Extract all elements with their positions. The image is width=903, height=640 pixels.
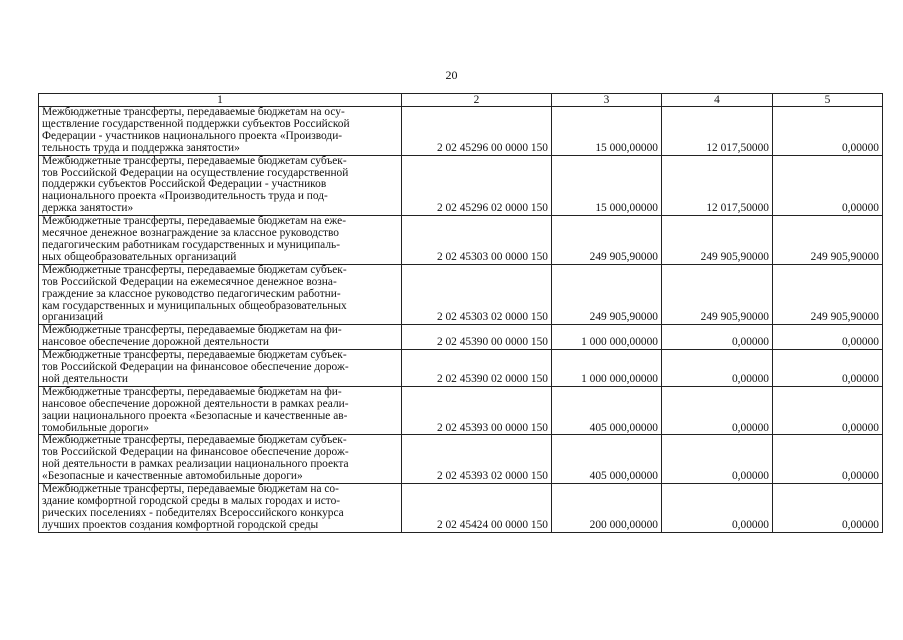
description-line: нансовое обеспечение дорожной деятельности в рамках реали-: [42, 397, 349, 410]
description-line: рических поселениях - победителях Всероссийского конкурса: [42, 506, 344, 519]
description-line: держка занятости»: [42, 202, 134, 215]
description-line: Межбюджетные трансферты, передаваемые бюджетам на фи-: [42, 324, 342, 337]
description-line: тов Российской Федерации на осуществление государственной: [42, 166, 349, 179]
column-header-4: 4: [662, 94, 773, 107]
value-col-4: 0,00000: [662, 435, 773, 484]
description-line: лучших проектов создания комфортной городской среды: [42, 518, 319, 531]
description-line: тов Российской Федерации на ежемесячное денежное возна-: [42, 275, 337, 288]
description-line: Межбюджетные трансферты, передаваемые бюджетам субъек-: [42, 155, 347, 167]
row-description: [39, 435, 402, 484]
value-col-3: 249 905,90000: [552, 216, 662, 265]
row-description: [39, 155, 402, 216]
table-body: [39, 107, 883, 533]
description-line: организаций: [42, 311, 104, 324]
table-row: [39, 107, 883, 156]
value-col-4: 0,00000: [662, 350, 773, 387]
row-description: [39, 484, 402, 533]
table-row: [39, 484, 883, 533]
description-line: месячное денежное вознаграждение за классное руководство: [42, 227, 340, 240]
description-line: Федерации - участников национального проекта «Производи-: [42, 129, 343, 142]
value-col-5: 0,00000: [773, 155, 883, 216]
description-line: национального проекта «Производительность труда и под-: [42, 190, 328, 203]
budget-code: 2 02 45393 02 0000 150: [402, 435, 552, 484]
value-col-4: 249 905,90000: [662, 216, 773, 265]
description-line: зации национального проекта «Безопасные и качественные ав-: [42, 409, 348, 422]
description-line: Межбюджетные трансферты, передаваемые бюджетам субъек-: [42, 434, 347, 447]
budget-code: 2 02 45303 02 0000 150: [402, 264, 552, 325]
header-row: [39, 94, 883, 107]
value-col-4: 12 017,50000: [662, 107, 773, 156]
value-col-3: 405 000,00000: [552, 435, 662, 484]
description-line: томобильные дороги»: [42, 421, 149, 434]
column-header-2: 2: [402, 94, 552, 107]
value-col-4: 249 905,90000: [662, 264, 773, 325]
description-line: ных общеобразовательных организаций: [42, 250, 237, 263]
description-line: тельность труда и поддержка занятости»: [42, 141, 240, 154]
value-col-3: 15 000,00000: [552, 155, 662, 216]
description-line: поддержки субъектов Российской Федерации - участников: [42, 178, 327, 191]
value-col-5: 0,00000: [773, 350, 883, 387]
value-col-3: 405 000,00000: [552, 386, 662, 435]
description-line: ной деятельности: [42, 372, 128, 385]
column-header-1: 1: [39, 94, 402, 107]
value-col-4: 0,00000: [662, 484, 773, 533]
value-col-4: 0,00000: [662, 386, 773, 435]
budget-table: [38, 93, 883, 533]
value-col-3: 1 000 000,00000: [552, 325, 662, 350]
budget-code: 2 02 45424 00 0000 150: [402, 484, 552, 533]
description-line: тов Российской Федерации на финансовое обеспечение дорож-: [42, 361, 349, 374]
table-row: [39, 435, 883, 484]
value-col-5: 0,00000: [773, 484, 883, 533]
value-col-5: 0,00000: [773, 435, 883, 484]
description-line: Межбюджетные трансферты, передаваемые бюджетам на со-: [42, 483, 339, 496]
budget-code: 2 02 45393 00 0000 150: [402, 386, 552, 435]
description-line: Межбюджетные трансферты, передаваемые бюджетам на еже-: [42, 215, 347, 228]
value-col-3: 1 000 000,00000: [552, 350, 662, 387]
table-row: [39, 264, 883, 325]
budget-code: 2 02 45303 00 0000 150: [402, 216, 552, 265]
value-col-4: 12 017,50000: [662, 155, 773, 216]
table-row: [39, 386, 883, 435]
value-col-5: 0,00000: [773, 325, 883, 350]
description-line: Межбюджетные трансферты, передаваемые бюджетам на фи-: [42, 386, 342, 398]
row-description: [39, 216, 402, 265]
description-line: ной деятельности в рамках реализации национального проекта: [42, 458, 349, 471]
column-header-5: 5: [773, 94, 883, 107]
description-line: тов Российской Федерации на финансовое обеспечение дорож-: [42, 446, 349, 459]
value-col-5: 249 905,90000: [773, 216, 883, 265]
value-col-3: 15 000,00000: [552, 107, 662, 156]
description-line: ществление государственной поддержки субъектов Российской: [42, 117, 350, 130]
row-description: [39, 264, 402, 325]
table-row: [39, 350, 883, 387]
description-line: Межбюджетные трансферты, передаваемые бюджетам на осу-: [42, 106, 345, 118]
value-col-5: 0,00000: [773, 386, 883, 435]
value-col-3: 249 905,90000: [552, 264, 662, 325]
description-line: кам государственных и муниципальных общеобразовательных: [42, 299, 347, 312]
description-line: нансовое обеспечение дорожной деятельности: [42, 336, 269, 349]
table-header: [39, 94, 883, 107]
description-line: граждение за классное руководство педагогическим работни-: [42, 287, 341, 300]
value-col-3: 200 000,00000: [552, 484, 662, 533]
value-col-4: 0,00000: [662, 325, 773, 350]
description-line: Межбюджетные трансферты, передаваемые бюджетам субъек-: [42, 264, 347, 276]
description-line: здание комфортной городской среды в малых городах и исто-: [42, 495, 341, 507]
page-number: 20: [445, 68, 458, 82]
budget-code: 2 02 45390 02 0000 150: [402, 350, 552, 387]
row-description: [39, 350, 402, 387]
table-row: [39, 155, 883, 216]
value-col-5: 0,00000: [773, 107, 883, 156]
table-row: [39, 325, 883, 350]
description-line: Межбюджетные трансферты, передаваемые бюджетам субъек-: [42, 349, 347, 362]
description-line: педагогическим работникам государственных и муниципаль-: [42, 238, 340, 251]
table-row: [39, 216, 883, 265]
row-description: [39, 325, 402, 350]
description-line: «Безопасные и качественные автомобильные дороги»: [42, 470, 303, 483]
budget-code: 2 02 45296 02 0000 150: [402, 155, 552, 216]
budget-code: 2 02 45296 00 0000 150: [402, 107, 552, 156]
budget-code: 2 02 45390 00 0000 150: [402, 325, 552, 350]
row-description: [39, 386, 402, 435]
row-description: [39, 107, 402, 156]
value-col-5: 249 905,90000: [773, 264, 883, 325]
column-header-3: 3: [552, 94, 662, 107]
